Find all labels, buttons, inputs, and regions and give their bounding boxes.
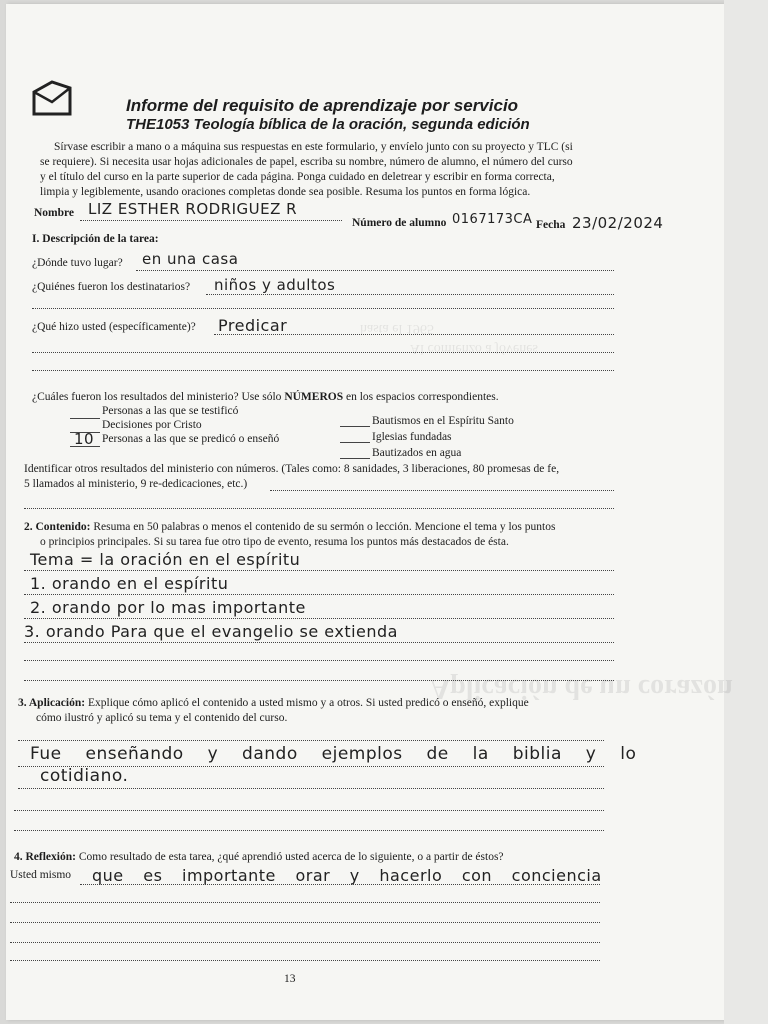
content-answer[interactable]: Tema = la oración en el espíritu	[30, 550, 301, 569]
name-label: Nombre	[34, 207, 75, 219]
answer-line	[32, 352, 614, 353]
page-edge	[724, 0, 768, 1024]
answer-line	[24, 660, 614, 661]
application-answer[interactable]: Fue enseñando y dando ejemplos de la biblia y lo	[30, 744, 637, 764]
bleed-through-text: hasta el 1965	[360, 321, 434, 336]
results-question-prefix: ¿Cuáles fueron los resultados del ministerio? Use sólo	[32, 391, 282, 403]
taught-label: Personas a las que se predicó o enseñó	[102, 433, 280, 445]
answer-line	[18, 740, 604, 741]
instruction-line: limpia y legiblemente, usando oraciones completas donde sea posible. Resuma los puntos en forma lógica.	[40, 186, 531, 198]
answer-line	[14, 830, 604, 831]
section-2-text: Resuma en 50 palabras o menos el contenido de su sermón o lección. Mencione el tema y los puntos	[93, 521, 556, 533]
decisions-label: Decisiones por Cristo	[102, 419, 202, 431]
course-title: THE1053 Teología bíblica de la oración, segunda edición	[126, 116, 530, 133]
what-field[interactable]: Predicar	[218, 316, 288, 335]
bleed-through-text: Al comienzo a jóvenes	[410, 341, 538, 356]
answer-line	[24, 570, 614, 571]
count-line	[340, 426, 370, 427]
answer-line	[10, 942, 600, 943]
date-label: Fecha	[536, 219, 566, 231]
answer-line	[24, 508, 614, 509]
date-field[interactable]: 23/02/2024	[572, 214, 664, 232]
what-label: ¿Qué hizo usted (específicamente)?	[32, 321, 196, 333]
testified-label: Personas a las que se testificó	[102, 405, 239, 417]
answer-line	[10, 960, 600, 961]
student-number-label: Número de alumno	[352, 217, 447, 229]
spirit-baptism-label: Bautismos en el Espíritu Santo	[372, 415, 514, 427]
other-results	[24, 462, 624, 492]
answer-line	[10, 902, 600, 903]
other-results-line: Identificar otros resultados del ministerio con números. (Tales como: 8 sanidades, 3 liberaciones, 80 promesas de fe,	[24, 463, 560, 475]
recipients-label: ¿Quiénes fueron los destinatarios?	[32, 281, 191, 293]
form-title: Informe del requisito de aprendizaje por servicio	[126, 96, 519, 115]
instruction-line: se requiere). Si necesita usar hojas adicionales de papel, escriba su nombre, número de alumno, el número del curso	[40, 156, 573, 168]
name-line	[80, 220, 342, 221]
answer-line	[24, 642, 614, 643]
application-answer[interactable]: cotidiano.	[40, 766, 129, 786]
answer-line	[136, 270, 614, 271]
results-question-bold: NÚMEROS	[284, 391, 344, 403]
answer-line	[14, 810, 604, 811]
section-4-heading: 4. Reflexión:	[14, 851, 76, 863]
other-results-line: 5 llamados al ministerio, 9 re-dedicaciones, etc.)	[24, 478, 248, 490]
answer-line	[10, 922, 600, 923]
self-reflection-field[interactable]: que es importante orar y hacerlo con conciencia	[92, 866, 602, 885]
section-3-text: Explique cómo aplicó el contenido a usted mismo y a otros. Si usted predicó o enseñó, explique	[87, 697, 529, 709]
answer-line	[24, 680, 614, 681]
section-3-heading: 3. Aplicación:	[18, 697, 86, 709]
answer-line	[32, 370, 614, 371]
results-question	[32, 390, 632, 405]
answer-line	[32, 308, 614, 309]
answer-line	[270, 490, 614, 491]
instruction-line: Sírvase escribir a mano o a máquina sus respuestas en este formulario, y envíelo junto con su proyecto y TLC (si	[54, 141, 573, 153]
answer-line	[24, 594, 614, 595]
answer-line	[24, 618, 614, 619]
section-3-prompt	[18, 696, 618, 726]
recipients-field[interactable]: niños y adultos	[214, 276, 336, 294]
water-baptism-label: Bautizados en agua	[372, 447, 462, 459]
results-question-suffix: en los espacios correspondientes.	[345, 391, 499, 403]
section-2-prompt	[24, 520, 624, 550]
envelope-icon	[30, 78, 74, 118]
where-label: ¿Dónde tuvo lugar?	[32, 257, 123, 269]
instructions	[40, 140, 630, 200]
content-answer[interactable]: 3. orando Para que el evangelio se extienda	[24, 622, 398, 641]
section-2-text: o principios principales. Si su tarea fue otro tipo de evento, resuma los puntos más destacados de ésta.	[40, 536, 509, 548]
self-label: Usted mismo	[10, 869, 72, 881]
answer-line	[206, 294, 614, 295]
page-number: 13	[284, 973, 296, 985]
section-4-text: Como resultado de esta tarea, ¿qué aprendió usted acerca de lo siguiente, o a partir de éstos?	[78, 851, 504, 863]
where-field[interactable]: en una casa	[142, 250, 239, 268]
section-4-prompt	[14, 850, 614, 865]
section-2-heading: 2. Contenido:	[24, 521, 91, 533]
content-answer[interactable]: 1. orando en el espíritu	[30, 574, 229, 593]
churches-label: Iglesias fundadas	[372, 431, 452, 443]
count-line	[340, 458, 370, 459]
taught-count[interactable]: 10	[74, 430, 95, 448]
count-line	[340, 442, 370, 443]
section-1-heading: I. Descripción de la tarea:	[32, 233, 159, 245]
instruction-line: y el título del curso en la parte superior de cada página. Ponga cuidado en deletrear y escribir en forma correcta,	[40, 171, 555, 183]
name-field[interactable]: LIZ ESTHER RODRIGUEZ R	[88, 200, 298, 218]
section-3-text: cómo ilustró y aplicó su tema y el contenido del curso.	[36, 712, 288, 724]
bleed-through-text: Aplicación de un corazón	[430, 673, 733, 704]
content-answer[interactable]: 2. orando por lo mas importante	[30, 598, 306, 617]
student-number-field[interactable]: 0167173CA	[452, 212, 533, 227]
count-line	[70, 418, 100, 419]
answer-line	[18, 788, 604, 789]
